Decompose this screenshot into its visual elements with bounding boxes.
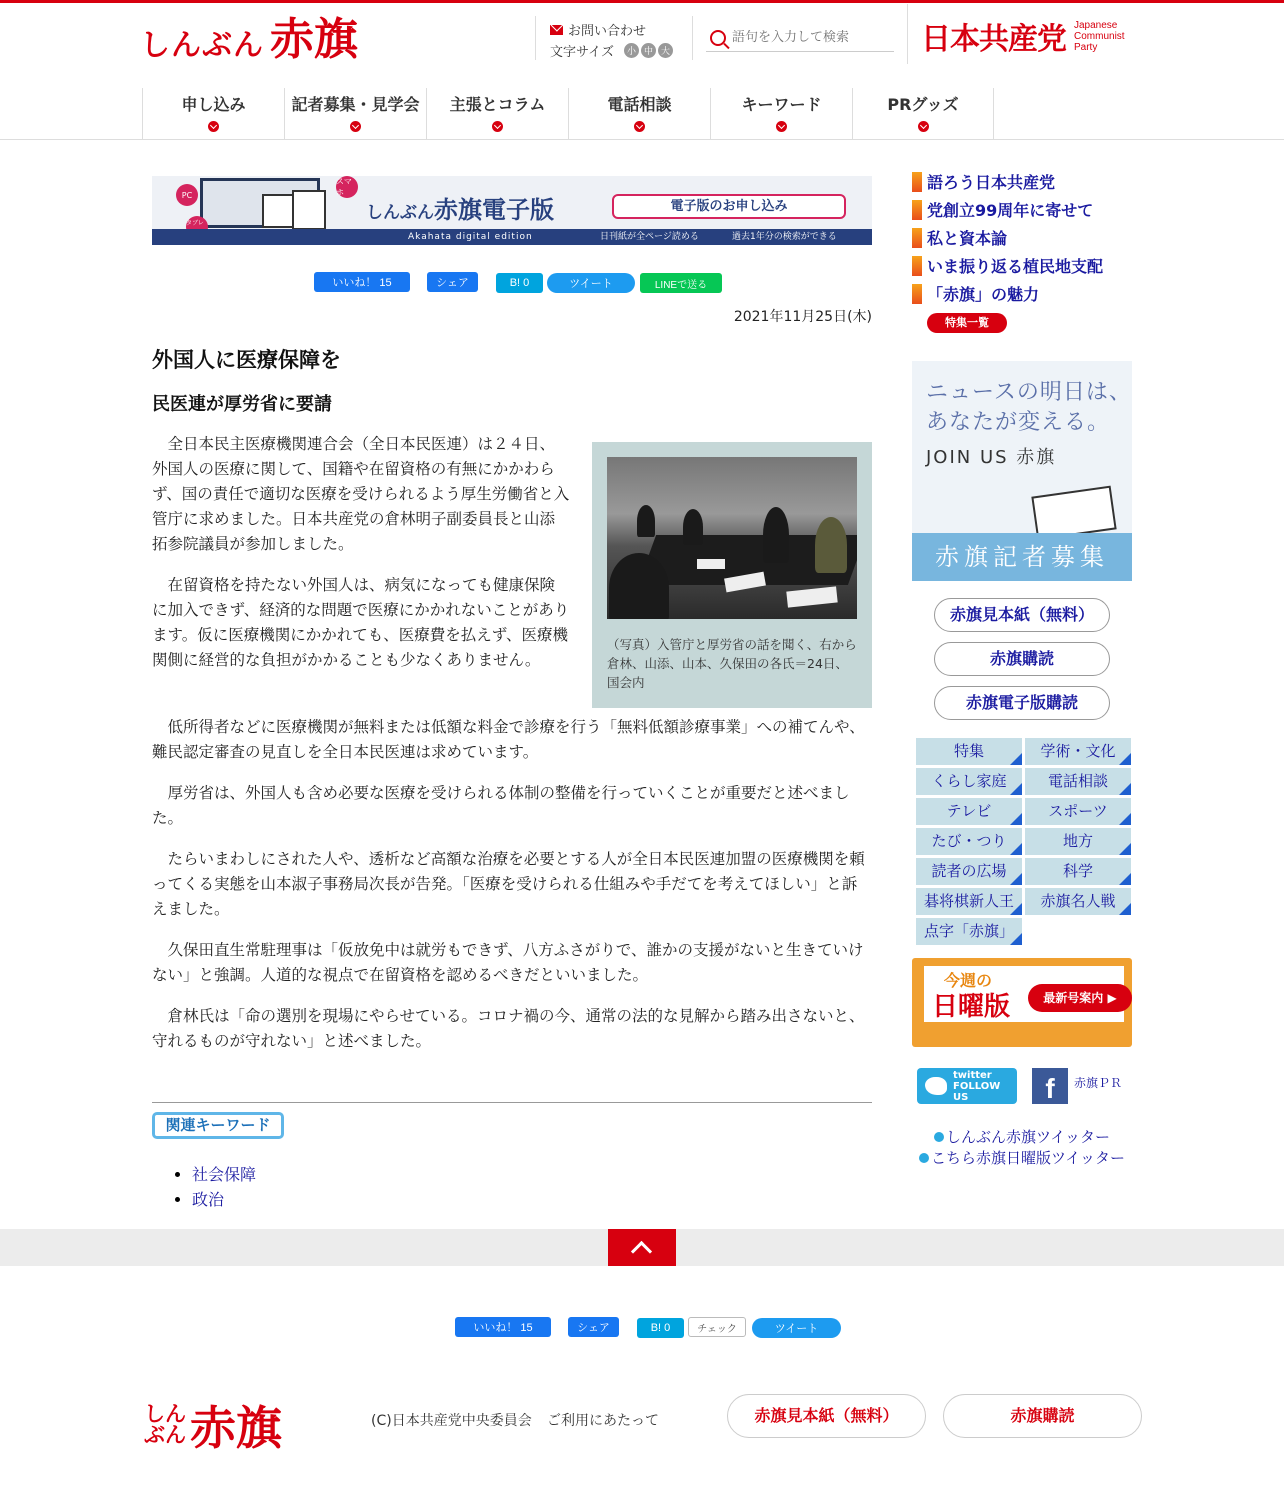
footer-logo-kana: しんぶん <box>144 1402 186 1447</box>
feature-label: いま振り返る植民地支配 <box>927 257 1104 276</box>
pc-badge: PC <box>176 184 198 206</box>
chevron-down-icon <box>350 121 361 132</box>
article-paragraph: 全日本民主医療機関連合会（全日本民医連）は２４日、外国人の医療に関して、国籍や在留資格の有無にかかわらず、国の責任で適切な医療を受けられるよう厚生労働省と入管庁に求めました。日本共産党の倉林明子副委員長と山添拓参院議員が参加しました。 <box>152 435 570 553</box>
feature-link[interactable] <box>912 198 1093 221</box>
feature-link[interactable] <box>912 226 1007 249</box>
keyword-list <box>192 1162 256 1212</box>
search-box <box>706 24 894 52</box>
banner-strip-en: Akahata digital edition <box>408 232 533 242</box>
category-link[interactable]: 科学 <box>1025 858 1131 885</box>
mixi-check-button[interactable]: チェック <box>688 1317 746 1337</box>
banner-strip <box>152 229 872 245</box>
feature-link[interactable] <box>912 282 1039 305</box>
footer-subscribe-button[interactable]: 赤旗購読 <box>943 1394 1142 1438</box>
font-size-large-button[interactable]: 大 <box>658 43 673 58</box>
article-paragraph: 倉林氏は「命の選別を現場にやらせている。コロナ禍の今、通常の法的な見解から踏み出さないと、守れるものが守れない」と述べました。 <box>152 1007 865 1050</box>
subscribe-button[interactable]: 赤旗購読 <box>934 642 1110 676</box>
article-paragraph: 低所得者などに医療機関が無料または低額な料金で診療を行う「無料低額診療事業」への補てんや、難民認定審査の見直しを全日本民医連は求めています。 <box>152 718 865 761</box>
chevron-down-icon <box>918 121 929 132</box>
related-keywords-badge: 関連キーワード <box>152 1112 284 1139</box>
nav-opinion[interactable] <box>426 88 568 140</box>
chevron-down-icon <box>492 121 503 132</box>
category-link[interactable]: スポーツ <box>1025 798 1131 825</box>
category-link[interactable]: 学術・文化 <box>1025 738 1131 765</box>
feature-label: 私と資本論 <box>927 229 1008 248</box>
tweet-button[interactable]: ツイート <box>547 273 635 293</box>
sunday-inner <box>924 966 1124 1022</box>
nav-label: 電話相談 <box>607 95 672 114</box>
party-name-en: Japanese Communist Party <box>1074 19 1125 53</box>
chevron-down-icon <box>776 121 787 132</box>
feature-list-button[interactable]: 特集一覧 <box>927 313 1007 333</box>
nav-label: 記者募集・見学会 <box>291 95 420 114</box>
header-divider <box>535 16 536 60</box>
phone-badge: スマホ <box>336 176 358 198</box>
dot-icon <box>919 1153 929 1163</box>
usage-link[interactable]: ご利用にあたって <box>547 1413 659 1429</box>
category-link[interactable]: 電話相談 <box>1025 768 1131 795</box>
nav-keyword[interactable] <box>710 88 852 140</box>
feature-label: 「赤旗」の魅力 <box>927 285 1040 304</box>
category-link[interactable]: たび・つり <box>916 828 1022 855</box>
search-icon[interactable] <box>710 30 726 46</box>
nav-recruit[interactable] <box>284 88 426 140</box>
feature-label: 党創立99周年に寄せて <box>927 201 1094 220</box>
search-input[interactable] <box>732 30 882 45</box>
font-size-label: 文字サイズ <box>550 45 614 60</box>
mail-icon <box>550 25 563 35</box>
digital-apply-button[interactable]: 電子版のお申し込み <box>612 194 846 219</box>
category-link[interactable]: 赤旗名人戦 <box>1025 888 1131 915</box>
hatena-bookmark-button[interactable]: B! 0 <box>496 273 543 293</box>
line-share-button[interactable]: LINEで送る <box>640 273 722 293</box>
chevron-down-icon <box>634 121 645 132</box>
logo-kanji: 赤旗 <box>270 14 358 65</box>
nav-label: PRグッズ <box>887 95 959 114</box>
feature-link[interactable] <box>912 254 1103 277</box>
tablet-badge: タブレ <box>186 216 208 238</box>
header-divider <box>907 4 908 64</box>
article-paragraph: 在留資格を持たない外国人は、病気になっても健康保険に加入できず、経済的な問題で医療にかかれないことがあります。仮に医療機関にかかれても、医療費を払えず、医療機関側に経営的な負担がかかることも少なくありません。 <box>152 576 570 669</box>
nav-apply[interactable] <box>142 88 284 140</box>
photo-person <box>763 507 789 563</box>
list-item <box>192 1187 256 1212</box>
facebook-like-button[interactable]: いいね！ 15 <box>314 272 410 292</box>
feature-bar-icon <box>912 172 922 192</box>
twitter-link-label: しんぶん赤旗ツイッター <box>946 1128 1110 1146</box>
banner-feature-2: 過去1年分の検索ができる <box>732 232 837 242</box>
recruit-join: JOIN US 赤旗 <box>926 447 1057 468</box>
sample-paper-button[interactable]: 赤旗見本紙（無料） <box>934 598 1110 632</box>
article-date: 2021年11月25日(木) <box>733 309 872 325</box>
category-link[interactable]: 特集 <box>916 738 1022 765</box>
article-title: 外国人に医療保障を <box>152 348 341 372</box>
facebook-share-button[interactable]: シェア <box>568 1317 619 1337</box>
photo-person <box>815 517 847 573</box>
copyright: (C)日本共産党中央委員会 <box>371 1413 532 1429</box>
nav-phone-consult[interactable] <box>568 88 710 140</box>
chevron-down-icon <box>208 121 219 132</box>
article-paragraph: 久保田直生常駐理事は「仮放免中は就労もできず、八方ふさがりで、誰かの支援がないと生きていけない」と強調。人道的な視点で在留資格を認めるべきだといいました。 <box>152 941 864 984</box>
twitter-link-label: こちら赤旗日曜版ツイッター <box>931 1149 1125 1167</box>
facebook-icon[interactable]: f <box>1032 1068 1068 1104</box>
feature-bar-icon <box>912 228 922 248</box>
recruit-line-1: ニュースの明日は、 <box>926 380 1132 405</box>
category-link[interactable]: 点字「赤旗」 <box>916 918 1022 945</box>
twitter-follow-button[interactable] <box>917 1068 1017 1104</box>
twitter-bird-icon <box>925 1077 947 1095</box>
banner-title-main: 赤旗電子版 <box>434 196 554 224</box>
jcp-logo[interactable] <box>921 14 1144 58</box>
twitter-link[interactable] <box>919 1147 1125 1168</box>
photo-caption: （写真）入管庁と厚労省の話を聞く、右から倉林、山添、山本、久保田の各氏＝24日、国会内 <box>607 637 857 690</box>
tweet-button[interactable]: ツイート <box>752 1318 841 1338</box>
feature-bar-icon <box>912 200 922 220</box>
facebook-like-button[interactable]: いいね！ 15 <box>455 1317 551 1337</box>
nav-label: 主張とコラム <box>449 95 546 114</box>
nav-divider <box>0 139 1284 140</box>
photo-person <box>609 553 669 619</box>
font-size-small-button[interactable]: 小 <box>624 43 639 58</box>
recruit-line-2: あなたが変える。 <box>926 410 1111 435</box>
nav-label: キーワード <box>741 95 822 114</box>
contact-link[interactable] <box>550 20 646 39</box>
banner-title <box>366 190 554 225</box>
reporter-recruit-banner[interactable] <box>912 361 1132 581</box>
nav-pr-goods[interactable] <box>852 88 994 140</box>
photo-person <box>683 509 703 545</box>
photo-paper <box>697 559 725 569</box>
feature-bar-icon <box>912 284 922 304</box>
keyword-divider <box>152 1102 872 1103</box>
font-size-medium-button[interactable]: 中 <box>641 43 656 58</box>
category-link[interactable]: 地方 <box>1025 828 1131 855</box>
facebook-share-button[interactable]: シェア <box>427 272 478 292</box>
article-photo <box>607 457 857 619</box>
font-size-control <box>550 41 673 60</box>
feature-link[interactable] <box>912 170 1055 193</box>
hatena-bookmark-button[interactable]: B! 0 <box>637 1318 684 1338</box>
site-logo[interactable] <box>140 14 358 64</box>
sunday-edition-banner[interactable] <box>912 958 1132 1047</box>
category-link[interactable]: くらし家庭 <box>916 768 1022 795</box>
nav-label: 申し込み <box>181 95 246 114</box>
logo-kana: しんぶん <box>140 28 264 63</box>
pr-label[interactable]: 赤旗ＰＲ <box>1074 1076 1123 1090</box>
footer-logo[interactable] <box>144 1392 282 1458</box>
back-to-top-button[interactable] <box>608 1229 676 1266</box>
photo-paper <box>786 586 837 607</box>
feature-label: 語ろう日本共産党 <box>927 173 1056 192</box>
banner-feature-1: 日刊紙が全ページ読める <box>600 232 699 242</box>
sunday-latest-button[interactable]: 最新号案内 ▶ <box>1028 984 1132 1012</box>
footer-logo-kanji: 赤旗 <box>190 1401 282 1455</box>
photo-person <box>637 505 655 537</box>
party-name: 日本共産党 <box>921 22 1066 57</box>
twitter-follow-label: twitter FOLLOW US <box>953 1069 1001 1103</box>
contact-label: お問い合わせ <box>568 24 647 39</box>
top-accent-line <box>0 0 1284 3</box>
list-item <box>192 1162 256 1187</box>
sunday-name: 日曜版 <box>932 992 1011 1022</box>
sunday-thisweek: 今週の <box>944 971 993 990</box>
article-photo-box <box>592 442 872 708</box>
article-paragraph: 厚労省は、外国人も含め必要な医療を受けられる体制の整備を行っていくことが重要だと述べました。 <box>152 784 850 827</box>
category-link[interactable]: テレビ <box>916 798 1022 825</box>
footer-sample-button[interactable]: 赤旗見本紙（無料） <box>727 1394 926 1438</box>
recruit-band: 赤旗記者募集 <box>912 533 1132 581</box>
article-paragraph: たらいまわしにされた人や、透析など高額な治療を必要とする人が全日本民医連加盟の医療機関を頼ってくる実態を山本淑子事務局次長が告発。「医療を受けられる仕組みや手だてを考えてほしい」と訴えました。 <box>152 850 865 918</box>
article-subtitle: 民医連が厚労省に要請 <box>152 394 332 415</box>
digital-subscribe-button[interactable]: 赤旗電子版購読 <box>934 686 1110 720</box>
phone-illustration <box>292 190 326 230</box>
header-divider <box>692 16 693 60</box>
banner-title-kana: しんぶん <box>366 203 434 223</box>
dot-icon <box>934 1132 944 1142</box>
category-link[interactable]: 読者の広場 <box>916 858 1022 885</box>
twitter-link[interactable] <box>934 1126 1110 1147</box>
keyword-link[interactable]: 政治 <box>192 1190 225 1209</box>
keyword-link[interactable]: 社会保障 <box>192 1165 257 1184</box>
digital-edition-banner[interactable] <box>152 176 872 245</box>
feature-bar-icon <box>912 256 922 276</box>
main-nav <box>142 88 994 140</box>
category-link[interactable]: 碁将棋新人王 <box>916 888 1022 915</box>
